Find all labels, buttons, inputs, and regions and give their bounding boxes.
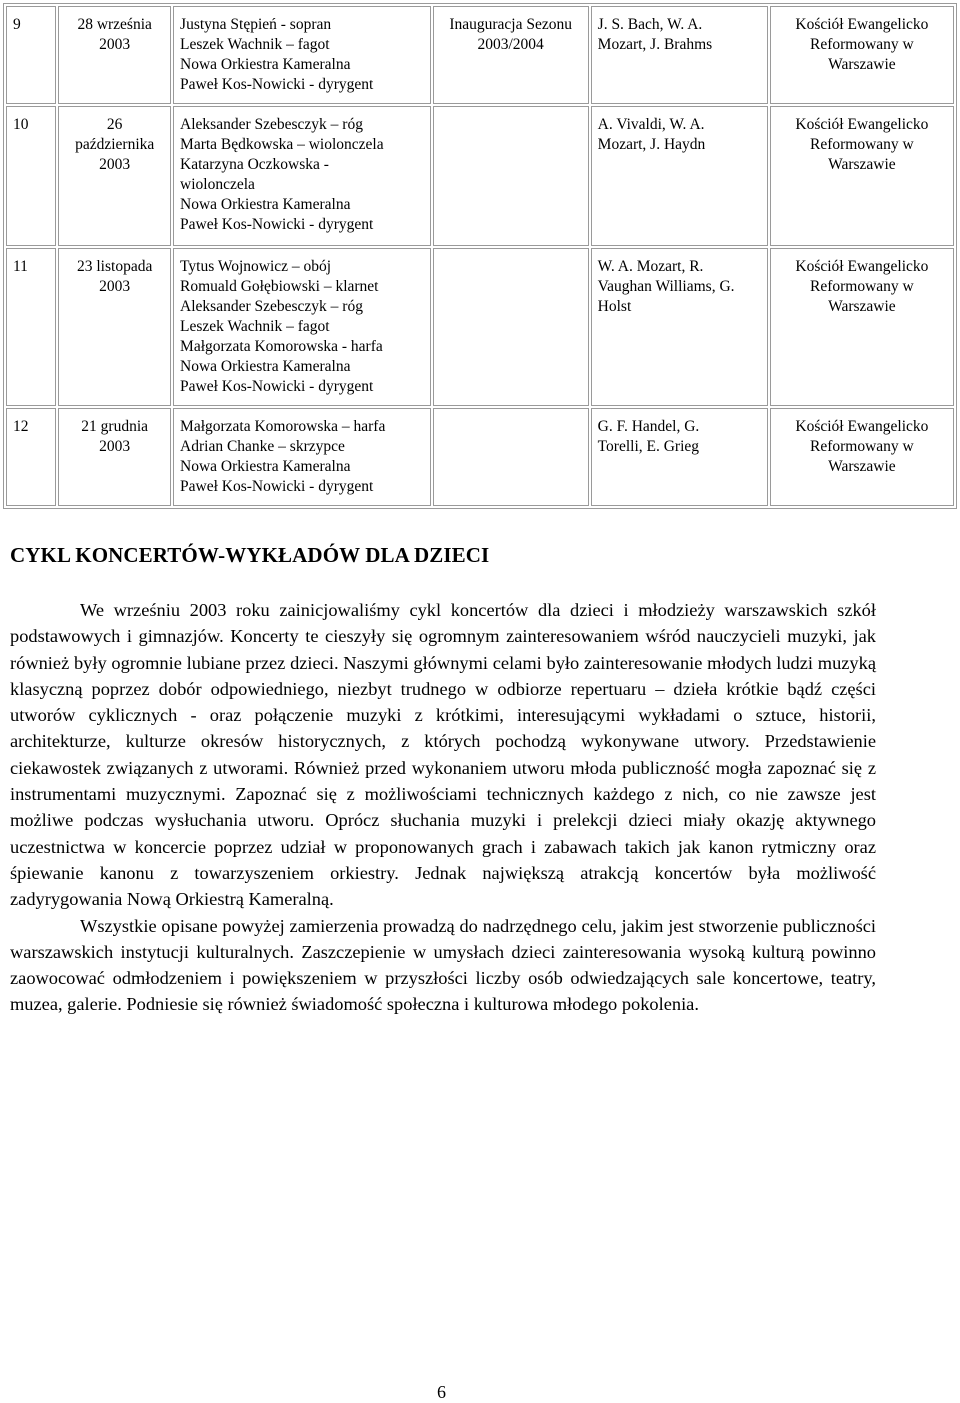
concert-performers-line: Małgorzata Komorowska – harfa	[180, 418, 386, 435]
concert-performers-line: Justyna Stępień - sopran	[180, 16, 332, 33]
concert-date-line: października	[75, 136, 155, 153]
concert-performers-line: Leszek Wachnik – fagot	[180, 318, 330, 335]
concert-schedule-table	[3, 3, 957, 509]
concert-composers-cell	[591, 248, 768, 406]
concert-number: 12	[13, 418, 29, 435]
concert-venue-cell	[770, 248, 954, 406]
concert-performers-line: Nowa Orkiestra Kameralna	[180, 196, 351, 213]
concert-venue-line: Kościół Ewangelicko	[795, 116, 929, 133]
concert-date-cell	[58, 248, 171, 406]
concert-venue-line: Kościół Ewangelicko	[795, 258, 929, 275]
concert-composers-line: W. A. Mozart, R.	[597, 258, 704, 275]
concert-venue-line: Kościół Ewangelicko	[795, 16, 929, 33]
concert-number-cell	[6, 408, 56, 506]
concert-date-line: 2003	[99, 36, 131, 53]
concert-number: 9	[13, 16, 21, 33]
concert-date-line: 2003	[99, 278, 131, 295]
concert-composers-line: Mozart, J. Brahms	[597, 36, 713, 53]
concert-composers-line: G. F. Handel, G.	[597, 418, 700, 435]
concert-event-cell	[433, 106, 589, 246]
concert-venue-line: Reformowany w	[810, 278, 914, 295]
table-row	[6, 6, 954, 104]
concert-performers-line: Paweł Kos-Nowicki - dyrygent	[180, 478, 374, 495]
concert-performers-cell	[173, 408, 431, 506]
paragraph-1: We wrześniu 2003 roku zainicjowaliśmy cykl koncertów dla dzieci i młodzieży warszawskich szkół podstawowych i gimnazjów. Koncerty te cieszyły się ogromnym zainteresowaniem wśród nauczycieli muzyki, jak również były ogromnie lubiane przez dzieci. Naszymi głównymi celami było zainteresowanie młodych ludzi muzyką klasyczną poprzez dobór odpowiedniego, niezbyt trudnego w odbiorze repertuaru – dzieła krótkie bądź części utworów cyklicznych - oraz połączenie muzyki z krótkimi, interesującymi wykładami o sztuce, historii, architekturze, kulturze okresów historycznych, z których pochodzą wykonywane utwory. Przedstawienie ciekawostek związanych z utworami. Również przed wykonaniem utworu młoda publiczność mogła zapoznać się z instrumentami muzycznymi. Zapoznać się z możliwościami technicznych każdego z nich, co nie zawsze jest możliwe podczas wysłuchania utworu. Oprócz słuchania muzyki i prelekcji dzieci miały okazję aktywnego uczestnictwa w koncercie poprzez udział w proponowanych grach i zabawach takich jak kanon rytmiczny oraz śpiewanie kanonu z towarzyszeniem orkiestry. Jednak największą atrakcją koncertów była możliwość zadyrygowania Nową Orkiestrą Kameralną.	[10, 600, 876, 910]
concert-composers-cell	[591, 408, 768, 506]
concert-date-line: 23 listopada	[77, 258, 153, 275]
concert-date-line: 2003	[99, 438, 131, 455]
concert-performers-cell	[173, 6, 431, 104]
table-row	[6, 408, 954, 506]
concert-performers-line: Nowa Orkiestra Kameralna	[180, 458, 351, 475]
concert-performers-line: Tytus Wojnowicz – obój	[180, 258, 332, 275]
section-body	[10, 597, 876, 1018]
concert-event-cell	[433, 248, 589, 406]
concert-performers-line: Leszek Wachnik – fagot	[180, 36, 330, 53]
concert-venue-line: Reformowany w	[810, 36, 914, 53]
concert-performers-line: Adrian Chanke – skrzypce	[180, 438, 345, 455]
concert-composers-line: Torelli, E. Grieg	[597, 438, 700, 455]
concert-performers-line: Nowa Orkiestra Kameralna	[180, 358, 351, 375]
concert-performers-line: Paweł Kos-Nowicki - dyrygent	[180, 216, 374, 233]
table-row	[6, 106, 954, 246]
concert-venue-cell	[770, 6, 954, 104]
concert-number-cell	[6, 248, 56, 406]
concert-date-line: 26	[106, 116, 123, 133]
concert-performers-line: Aleksander Szebesczyk – róg	[180, 298, 363, 315]
concert-venue-cell	[770, 408, 954, 506]
concert-performers-cell	[173, 106, 431, 246]
concert-event-line: 2003/2004	[477, 36, 544, 53]
concert-venue-line: Reformowany w	[810, 438, 914, 455]
concert-performers-line: Katarzyna Oczkowska -	[180, 156, 329, 173]
table-row	[6, 248, 954, 406]
concert-number-cell	[6, 106, 56, 246]
concert-composers-cell	[591, 6, 768, 104]
concert-event-cell	[433, 6, 589, 104]
concert-venue-line: Warszawie	[828, 156, 896, 173]
concert-number: 11	[13, 258, 28, 275]
concert-date-cell	[58, 6, 171, 104]
concert-performers-line: Romuald Gołębiowski – klarnet	[180, 278, 379, 295]
concert-venue-line: Kościół Ewangelicko	[795, 418, 929, 435]
concert-performers-line: Paweł Kos-Nowicki - dyrygent	[180, 378, 374, 395]
concert-number-cell	[6, 6, 56, 104]
concert-performers-line: Marta Będkowska – wiolonczela	[180, 136, 384, 153]
concert-number: 10	[13, 116, 29, 133]
concert-composers-line: Mozart, J. Haydn	[597, 136, 706, 153]
concert-performers-line: Małgorzata Komorowska - harfa	[180, 338, 383, 355]
concert-composers-line: J. S. Bach, W. A.	[597, 16, 703, 33]
concert-composers-line: A. Vivaldi, W. A.	[597, 116, 705, 133]
concert-performers-line: Aleksander Szebesczyk – róg	[180, 116, 363, 133]
concert-composers-cell	[591, 106, 768, 246]
concert-date-line: 21 grudnia	[81, 418, 149, 435]
concert-date-line: 28 września	[77, 16, 152, 33]
concert-performers-cell	[173, 248, 431, 406]
concert-venue-line: Reformowany w	[810, 136, 914, 153]
concert-date-line: 2003	[99, 156, 131, 173]
concert-performers-line: wiolonczela	[180, 176, 255, 193]
concert-date-cell	[58, 408, 171, 506]
concert-composers-line: Vaughan Williams, G.	[597, 278, 735, 295]
concert-event-cell	[433, 408, 589, 506]
concert-performers-line: Nowa Orkiestra Kameralna	[180, 56, 351, 73]
concert-performers-line: Paweł Kos-Nowicki - dyrygent	[180, 76, 374, 93]
concert-composers-line: Holst	[597, 298, 632, 315]
concert-venue-line: Warszawie	[828, 56, 896, 73]
concert-venue-line: Warszawie	[828, 458, 896, 475]
concert-event-line: Inauguracja Sezonu	[449, 16, 572, 33]
concert-venue-line: Warszawie	[828, 298, 896, 315]
concert-date-cell	[58, 106, 171, 246]
concert-venue-cell	[770, 106, 954, 246]
page-number: 6	[437, 1382, 446, 1402]
paragraph-2: Wszystkie opisane powyżej zamierzenia prowadzą do nadrzędnego celu, jakim jest stworzenie publiczności warszawskich instytucji kulturalnych. Zaszczepienie w umysłach dzieci zainteresowania wysoką kulturą powinno zaowocować odmłodzeniem i powiększeniem w przyszłości liczby osób odwiedzających sale koncertowe, teatry, muzea, galerie. Podniesie się również świadomość społeczna i kulturowa młodego pokolenia.	[10, 915, 876, 1015]
section-heading: CYKL KONCERTÓW-WYKŁADÓW DLA DZIECI	[10, 543, 490, 567]
